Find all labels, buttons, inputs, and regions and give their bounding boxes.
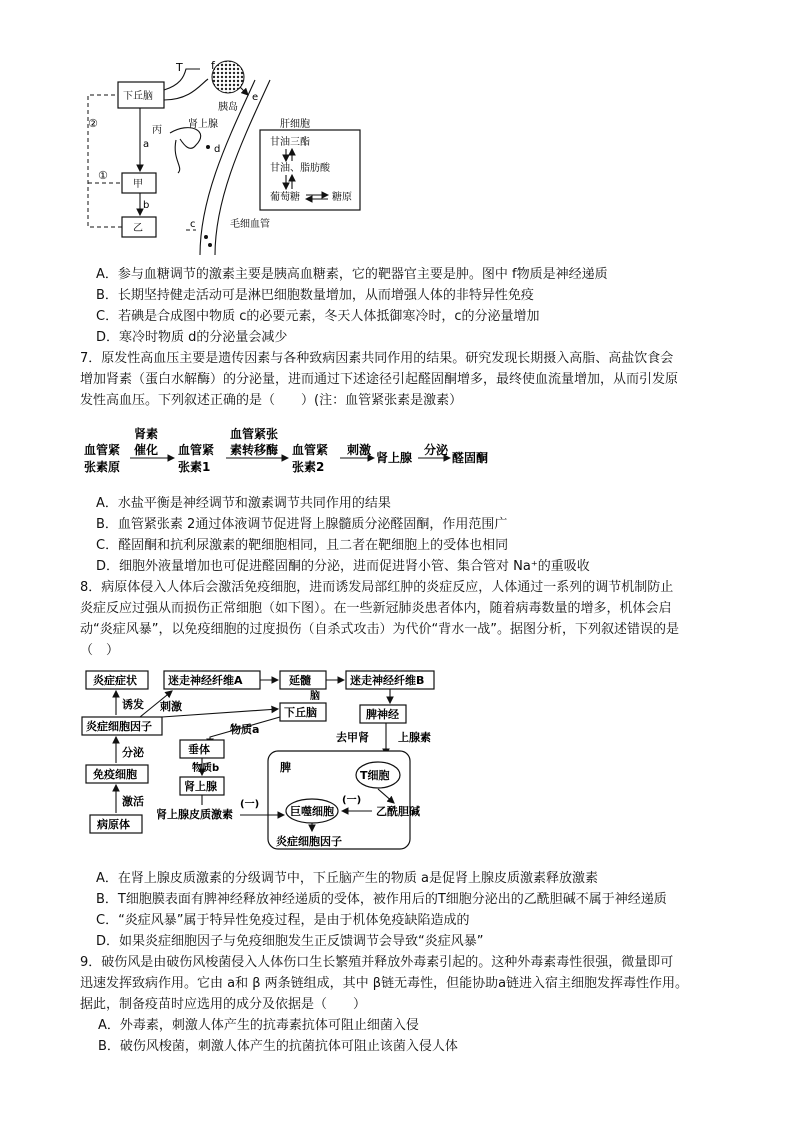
svg-text:脾: 脾 — [280, 761, 291, 774]
svg-text:脾神经: 脾神经 — [366, 708, 399, 721]
svg-text:(一): (一) — [240, 799, 260, 810]
q9-stem-line1: 9．破伤风是由破伤风梭菌侵入人体伤口生长繁殖并释放外毒素引起的。这种外毒素毒性很强，微量即可 — [80, 955, 674, 970]
svg-text:垂体: 垂体 — [188, 743, 210, 756]
svg-text:物质b: 物质b — [192, 763, 220, 774]
svg-text:d: d — [214, 144, 221, 155]
svg-text:张素原: 张素原 — [84, 460, 121, 474]
q7-option-a: A．水盐平衡是神经调节和激素调节共同作用的结果 — [96, 496, 391, 511]
q6-option-d: D．寒冷时物质 d的分泌量会减少 — [96, 330, 288, 345]
svg-text:素转移酶: 素转移酶 — [230, 443, 279, 457]
svg-text:肾上腺皮质激素: 肾上腺皮质激素 — [156, 808, 233, 821]
svg-text:葡萄糖: 葡萄糖 — [270, 192, 300, 203]
figure-inflammation-regulation — [80, 665, 440, 860]
q7-stem-line3: 发性高血压。下列叙述正确的是（ ）(注：血管紧张素是激素） — [80, 393, 463, 408]
q8-stem-line2: 炎症反应过强从而损伤正常细胞（如下图）。在一些新冠肺炎患者体内，随着病毒数量的增多，机体会启 — [80, 601, 672, 616]
svg-text:毛细血管: 毛细血管 — [230, 219, 270, 230]
svg-text:病原体: 病原体 — [97, 818, 130, 831]
q8-option-b: B．T细胞膜表面有脾神经释放神经递质的受体，被作用后的T细胞分泌出的乙酰胆碱不属于神经递质 — [96, 892, 667, 907]
q8-stem-line1: 8．病原体侵入人体后会激活免疫细胞，进而诱发局部红肿的炎症反应，人体通过一系列的调节机制防止 — [80, 580, 674, 595]
svg-text:醛固酮: 醛固酮 — [452, 451, 489, 465]
svg-text:c: c — [190, 219, 196, 230]
svg-text:张素1: 张素1 — [178, 460, 211, 474]
svg-text:乙酰胆碱: 乙酰胆碱 — [376, 805, 420, 818]
svg-text:肾素: 肾素 — [134, 427, 159, 441]
q7-stem-line1: 7．原发性高血压主要是遗传因素与各种致病因素共同作用的结果。研究发现长期摄入高脂、高盐饮食会 — [80, 351, 674, 366]
q7-option-d: D．细胞外液量增加也可促进醛固酮的分泌，进而促进肾小管、集合管对 Na⁺的重吸收 — [96, 559, 590, 574]
q8-option-c: C．“炎症风暴”属于特异性免疫过程，是由于机体免疫缺陷造成的 — [96, 913, 470, 928]
svg-text:②: ② — [88, 117, 98, 130]
svg-text:血管紧: 血管紧 — [292, 443, 329, 457]
svg-text:肝细胞: 肝细胞 — [280, 119, 310, 130]
q9-option-a: A．外毒素，刺激人体产生的抗毒素抗体可阻止细菌入侵 — [98, 1018, 419, 1033]
svg-text:甲: 甲 — [133, 179, 143, 190]
svg-text:e: e — [252, 92, 259, 103]
svg-text:血管紧张: 血管紧张 — [230, 427, 279, 441]
q8-stem-line4: （ ） — [80, 643, 120, 658]
svg-text:T细胞: T细胞 — [360, 769, 390, 782]
svg-text:刺激: 刺激 — [160, 700, 182, 713]
svg-text:脑: 脑 — [310, 691, 320, 702]
svg-text:迷走神经纤维A: 迷走神经纤维A — [168, 674, 243, 687]
svg-text:肾上腺: 肾上腺 — [184, 780, 217, 793]
svg-text:T: T — [176, 61, 183, 74]
svg-text:催化: 催化 — [134, 443, 159, 457]
svg-text:去甲肾: 去甲肾 — [336, 731, 369, 744]
q6-option-c: C．若碘是合成图中物质 c的必要元素，冬天人体抵御寒冷时，c的分泌量增加 — [96, 309, 540, 324]
svg-text:f: f — [211, 59, 215, 72]
q7-option-c: C．醛固酮和抗利尿激素的靶细胞相同，且二者在靶细胞上的受体也相同 — [96, 538, 509, 553]
svg-text:胰岛: 胰岛 — [218, 102, 238, 113]
svg-text:血管紧: 血管紧 — [84, 443, 121, 457]
hypothalamus-label: 下丘脑 — [123, 91, 153, 102]
q8-option-d: D．如果炎症细胞因子与免疫细胞发生正反馈调节会导致“炎症风暴” — [96, 934, 484, 949]
svg-text:炎症细胞因子: 炎症细胞因子 — [276, 835, 342, 848]
q8-stem-line3: 动“炎症风暴”，以免疫细胞的过度损伤（自杀式攻击）为代价“背水一战”。据图分析，下列叙述错误的是 — [80, 622, 679, 637]
q6-option-a: A．参与血糖调节的激素主要是胰高血糖素，它的靶器官主要是肿。图中 f物质是神经递质 — [96, 267, 608, 282]
figure-blood-sugar-regulation — [80, 55, 380, 255]
svg-text:张素2: 张素2 — [292, 460, 325, 474]
svg-text:丙: 丙 — [152, 125, 162, 136]
svg-text:激活: 激活 — [122, 795, 144, 808]
q9-option-b: B．破伤风梭菌，刺激人体产生的抗菌抗体可阻止该菌入侵人体 — [98, 1039, 458, 1054]
svg-text:血管紧: 血管紧 — [178, 443, 215, 457]
svg-text:下丘脑: 下丘脑 — [284, 706, 317, 719]
svg-text:b: b — [143, 200, 150, 211]
svg-text:物质a: 物质a — [230, 723, 260, 736]
svg-text:上腺素: 上腺素 — [398, 731, 431, 744]
svg-text:甘油、脂肪酸: 甘油、脂肪酸 — [270, 163, 330, 174]
q7-stem-line2: 增加肾素（蛋白水解酶）的分泌量，进而通过下述途径引起醛固酮增多，最终使血流量增加，从而引发原 — [80, 372, 679, 387]
q7-option-b: B．血管紧张素 2通过体液调节促进肾上腺髓质分泌醛固酮，作用范围广 — [96, 517, 508, 532]
svg-text:甘油三酯: 甘油三酯 — [270, 137, 310, 148]
q9-stem-line3: 据此，制备疫苗时应选用的成分及依据是（ ） — [80, 997, 367, 1012]
q6-option-b: B．长期坚持健走活动可是淋巴细胞数量增加，从而增强人体的非特异性免疫 — [96, 288, 534, 303]
svg-text:诱发: 诱发 — [122, 698, 144, 711]
svg-text:肾上腺: 肾上腺 — [188, 119, 218, 130]
svg-text:肾上腺: 肾上腺 — [376, 451, 413, 465]
svg-text:①: ① — [98, 169, 108, 182]
q9-stem-line2: 迅速发挥致病作用。它由 a和 β 两条链组成，其中 β链无毒性，但能协助a链进入宿主细胞发挥毒性作用。 — [80, 976, 689, 991]
svg-text:刺激: 刺激 — [347, 443, 372, 457]
figure-renin-pathway — [82, 424, 502, 476]
svg-text:糖原: 糖原 — [332, 192, 352, 203]
svg-text:a: a — [143, 139, 150, 150]
svg-text:(一): (一) — [342, 795, 362, 806]
svg-text:分泌: 分泌 — [122, 746, 144, 759]
q8-option-a: A．在肾上腺皮质激素的分级调节中，下丘脑产生的物质 a是促肾上腺皮质激素释放激素 — [96, 871, 598, 886]
svg-text:巨噬细胞: 巨噬细胞 — [290, 805, 334, 818]
svg-text:乙: 乙 — [133, 223, 143, 234]
svg-text:炎症症状: 炎症症状 — [93, 674, 137, 687]
svg-text:炎症细胞因子: 炎症细胞因子 — [86, 720, 152, 733]
svg-text:免疫细胞: 免疫细胞 — [93, 768, 137, 781]
svg-text:迷走神经纤维B: 迷走神经纤维B — [350, 674, 425, 687]
svg-text:分泌: 分泌 — [424, 443, 449, 457]
svg-text:延髓: 延髓 — [289, 674, 311, 687]
